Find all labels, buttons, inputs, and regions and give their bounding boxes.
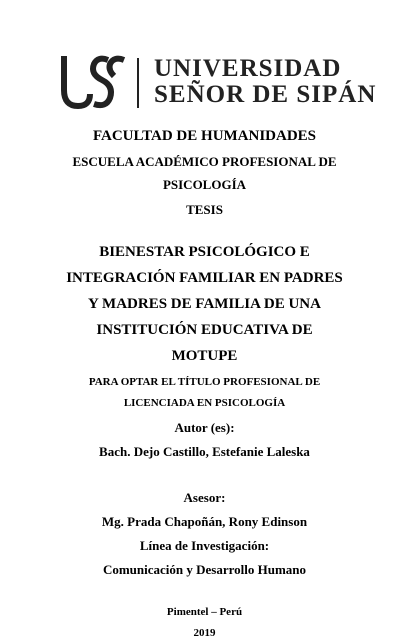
- author-name: Bach. Dejo Castillo, Estefanie Laleska: [99, 444, 310, 459]
- year: 2019: [193, 627, 216, 639]
- uss-logo-mark-icon: [58, 54, 128, 110]
- logo-divider: [137, 58, 139, 108]
- university-logo: [58, 54, 377, 112]
- place: Pimentel – Perú: [166, 606, 243, 618]
- research-line-value: Comunicación y Desarrollo Humano: [102, 562, 307, 577]
- author-label: Autor (es):: [174, 420, 235, 435]
- thesis-title-line2: INTEGRACIÓN FAMILIAR EN PADRES: [66, 270, 343, 286]
- purpose-line1: PARA OPTAR EL TÍTULO PROFESIONAL DE: [88, 376, 321, 388]
- thesis-title-line3: Y MADRES DE FAMILIA DE UNA: [88, 296, 321, 312]
- faculty-heading: FACULTAD DE HUMANIDADES: [92, 128, 317, 144]
- logo-text-senor-de-sipan: SEÑOR DE SIPÁN: [154, 81, 377, 108]
- logo-text-universidad: UNIVERSIDAD: [154, 55, 342, 82]
- advisor-label: Asesor:: [183, 490, 226, 505]
- document-type: TESIS: [186, 202, 223, 217]
- thesis-title-line5: MOTUPE: [171, 348, 238, 364]
- advisor-name: Mg. Prada Chapoñán, Rony Edinson: [101, 514, 308, 529]
- thesis-title-line1: BIENESTAR PSICOLÓGICO E: [99, 244, 310, 260]
- school-heading-line2: PSICOLOGÍA: [162, 177, 247, 192]
- thesis-title-line4: INSTITUCIÓN EDUCATIVA DE: [96, 322, 313, 338]
- purpose-line2: LICENCIADA EN PSICOLOGÍA: [123, 397, 286, 409]
- school-heading-line1: ESCUELA ACADÉMICO PROFESIONAL DE: [72, 154, 337, 169]
- research-line-label: Línea de Investigación:: [139, 538, 270, 553]
